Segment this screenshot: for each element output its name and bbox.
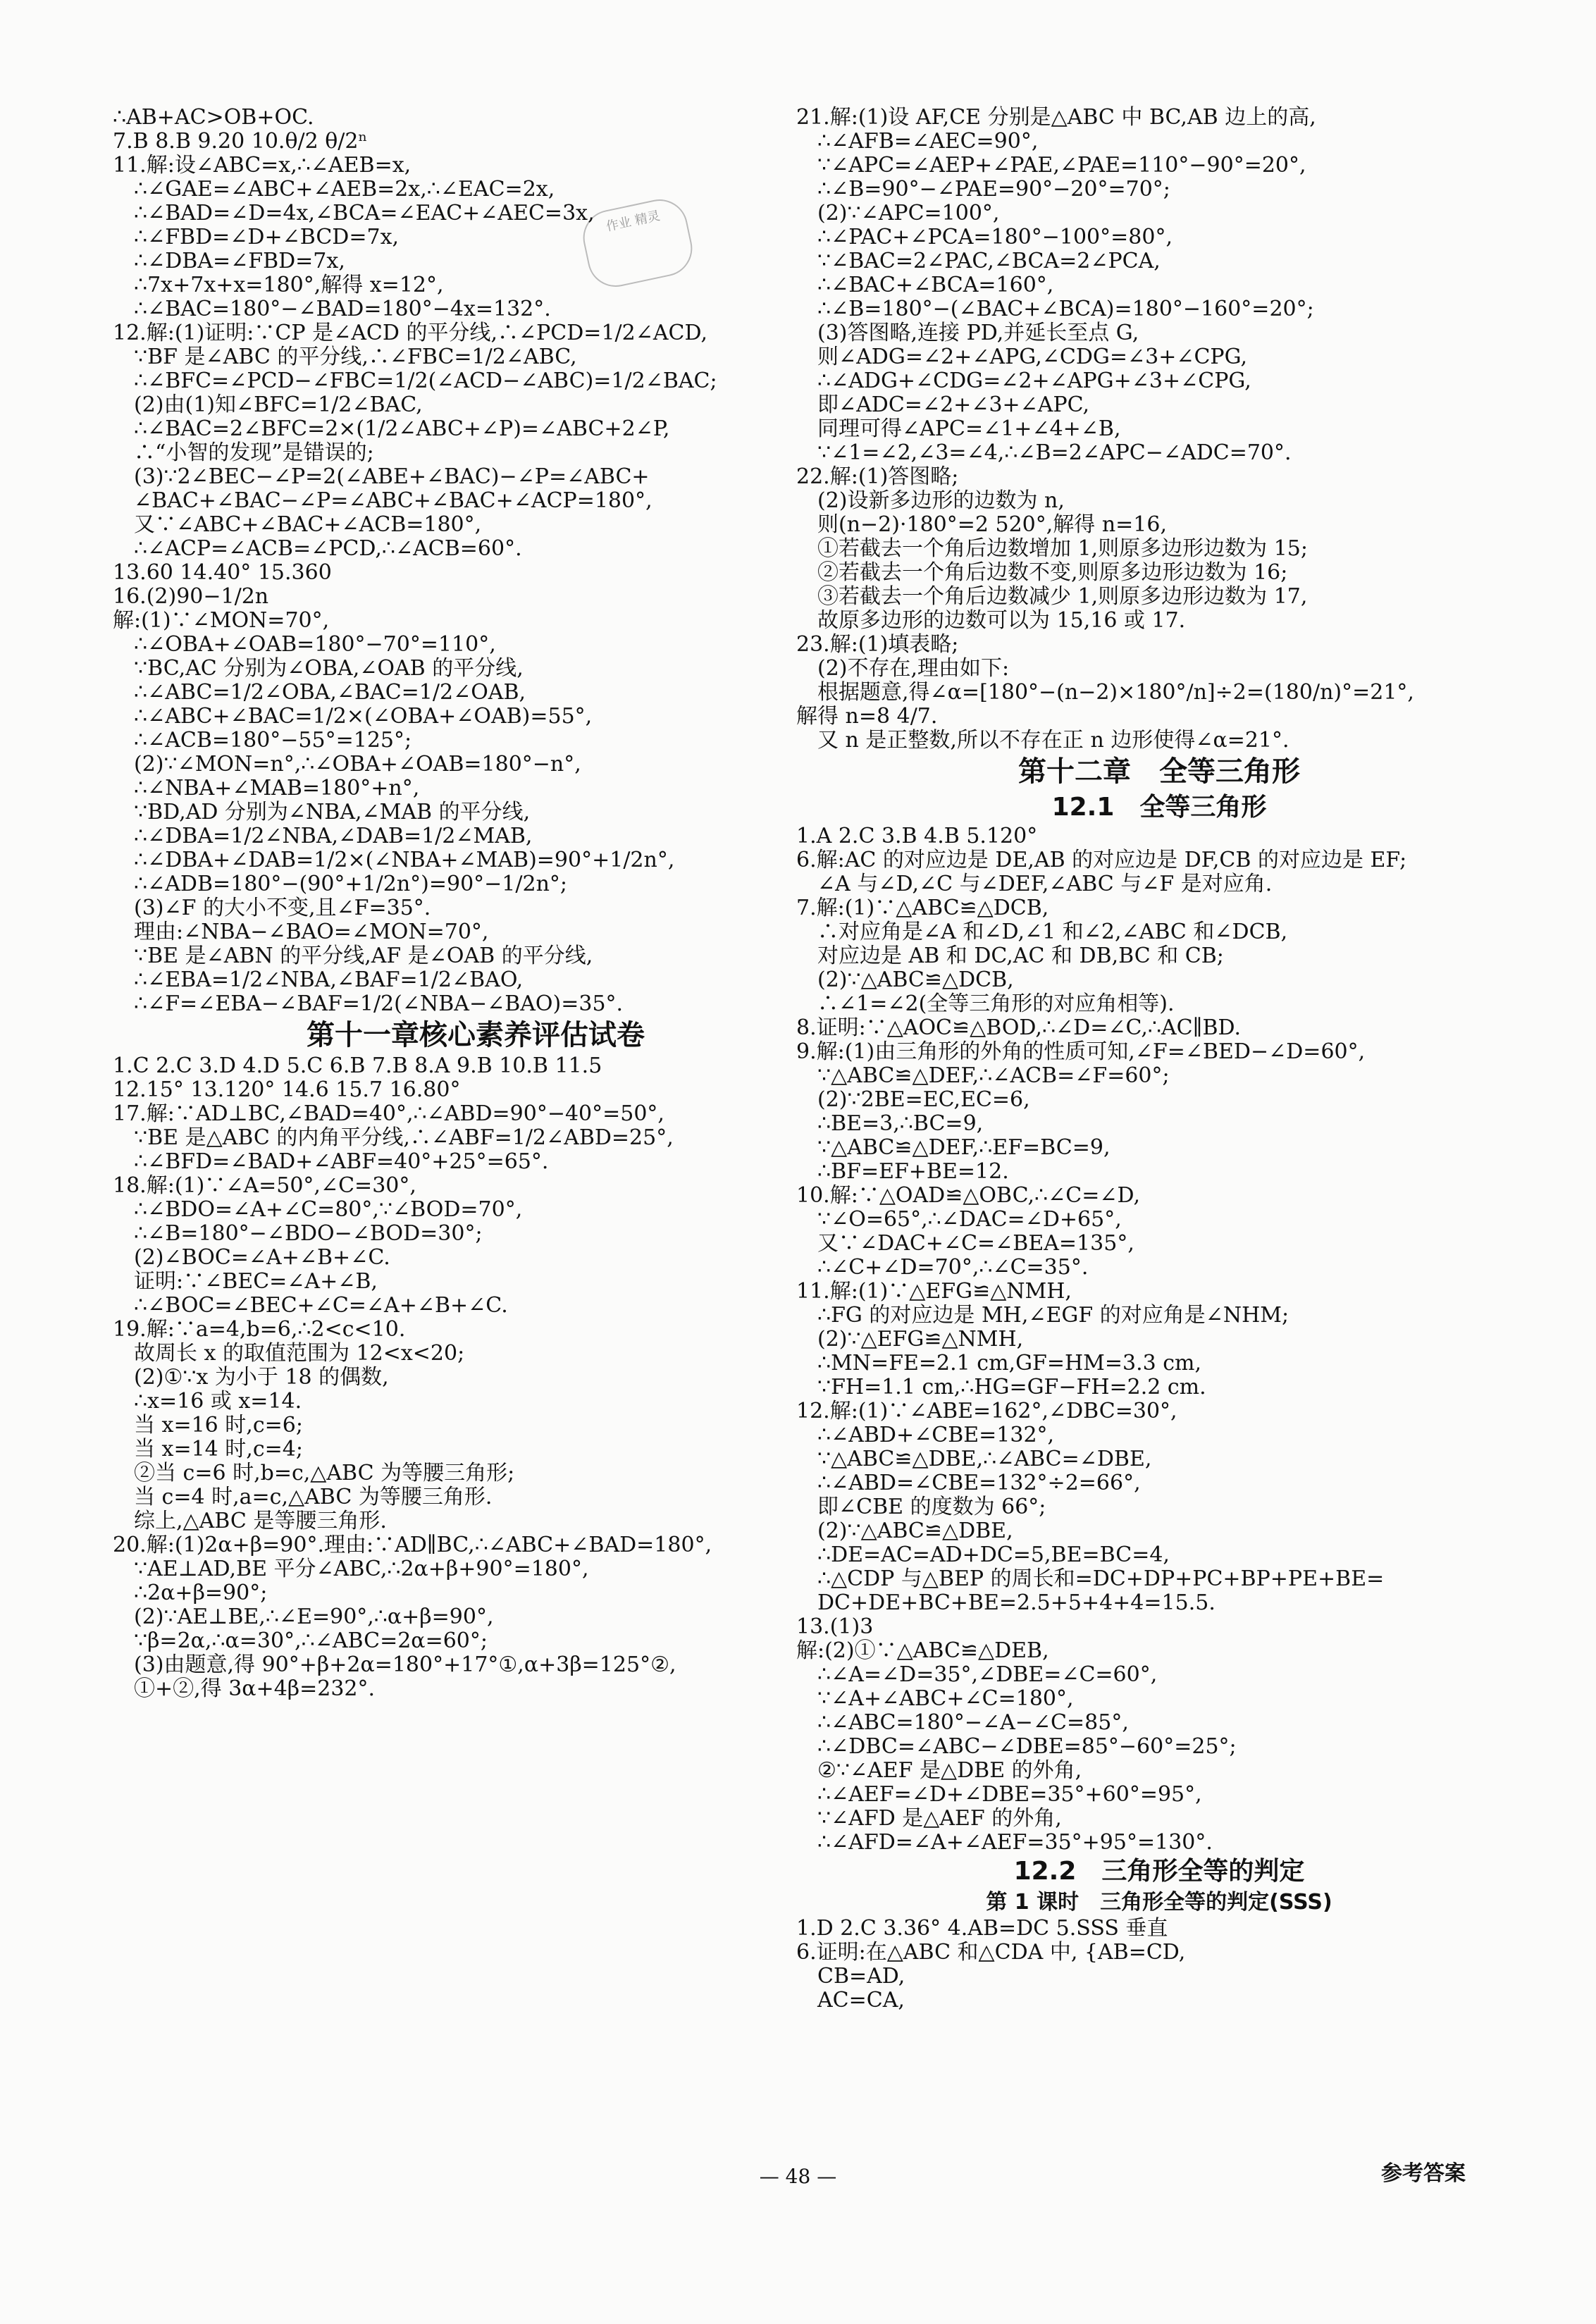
answer-line: (2)∵△ABC≌△DBE,: [817, 1519, 1013, 1543]
answer-line: ∴∠ABC=180°−∠A−∠C=85°,: [817, 1711, 1129, 1735]
answer-line: 22.解:(1)答图略;: [796, 465, 959, 489]
answer-line: ∵BC,AC 分别为∠OBA,∠OAB 的平分线,: [134, 657, 524, 681]
answer-line: ∴∠AFB=∠AEC=90°,: [817, 130, 1039, 154]
answer-line: 12.解:(1)∵∠ABE=162°,∠DBC=30°,: [796, 1399, 1177, 1423]
answer-line: 17.解:∵AD⊥BC,∠BAD=40°,∴∠ABD=90°−40°=50°,: [113, 1102, 664, 1126]
answer-line: ∴∠ABD+∠CBE=132°,: [817, 1423, 1055, 1447]
answer-line: (3)∠F 的大小不变,且∠F=35°.: [134, 896, 431, 920]
answer-line: ∴∠ABC=1/2∠OBA,∠BAC=1/2∠OAB,: [134, 681, 526, 705]
answer-line: ∴∠PAC+∠PCA=180°−100°=80°,: [817, 225, 1173, 249]
answer-line: 当 x=16 时,c=6;: [134, 1414, 303, 1438]
answer-line: ∴∠BAC=2∠BFC=2×(1/2∠ABC+∠P)=∠ABC+2∠P,: [134, 417, 670, 441]
answer-line: CB=AD,: [817, 1965, 905, 1989]
answer-line: ∴∠GAE=∠ABC+∠AEB=2x,∴∠EAC=2x,: [134, 178, 555, 202]
stamp-text: 作业 精灵: [605, 208, 662, 235]
answer-line: 即∠ADC=∠2+∠3+∠APC,: [817, 393, 1090, 417]
answer-line: ∠A 与∠D,∠C 与∠DEF,∠ABC 与∠F 是对应角.: [817, 872, 1273, 896]
answer-line: (2)由(1)知∠BFC=1/2∠BAC,: [134, 393, 423, 417]
page-number: — 48 —: [759, 2165, 837, 2188]
answer-line: 解:(2)①∵△ABC≌△DEB,: [796, 1639, 1049, 1663]
answer-line: ∴∠DBA=1/2∠NBA,∠DAB=1/2∠MAB,: [134, 824, 533, 848]
answer-line: 19.解:∵a=4,b=6,∴2<c<10.: [113, 1318, 406, 1342]
answer-line: 解得 n=8 4/7.: [796, 705, 938, 729]
answer-line: ∵FH=1.1 cm,∴HG=GF−FH=2.2 cm.: [817, 1376, 1206, 1399]
answer-line: ∵∠O=65°,∴∠DAC=∠D+65°,: [817, 1208, 1122, 1232]
answer-line: ∴FG 的对应边是 MH,∠EGF 的对应角是∠NHM;: [817, 1304, 1289, 1328]
answer-line: ∴“小智的发现”是错误的;: [134, 441, 374, 465]
answer-line: ∴对应角是∠A 和∠D,∠1 和∠2,∠ABC 和∠DCB,: [817, 920, 1288, 944]
answer-line: 证明:∵∠BEC=∠A+∠B,: [134, 1270, 378, 1294]
answer-line: 又∵∠ABC+∠BAC+∠ACB=180°,: [134, 513, 482, 537]
answer-line: 1.A 2.C 3.B 4.B 5.120°: [796, 824, 1038, 848]
answer-line: ∵BF 是∠ABC 的平分线,∴∠FBC=1/2∠ABC,: [134, 345, 577, 369]
answer-line: ∴∠AEF=∠D+∠DBE=35°+60°=95°,: [817, 1783, 1202, 1807]
answer-line: ∴∠DBC=∠ABC−∠DBE=85°−60°=25°;: [817, 1735, 1237, 1759]
answer-line: 又 n 是正整数,所以不存在正 n 边形使得∠α=21°.: [817, 729, 1289, 753]
answer-line: ∠BAC+∠BAC−∠P=∠ABC+∠BAC+∠ACP=180°,: [134, 489, 652, 513]
answer-line: ①+②,得 3α+4β=232°.: [134, 1677, 376, 1701]
answer-line: ∵∠1=∠2,∠3=∠4,∴∠B=2∠APC−∠ADC=70°.: [817, 441, 1292, 465]
answer-line: 18.解:(1)∵∠A=50°,∠C=30°,: [113, 1174, 416, 1198]
answer-line: ∴∠B=180°−(∠BAC+∠BCA)=180°−160°=20°;: [817, 297, 1314, 321]
answer-line: 1.D 2.C 3.36° 4.AB=DC 5.SSS 垂直: [796, 1917, 1168, 1941]
answer-line: ∴∠ADB=180°−(90°+1/2n°)=90°−1/2n°;: [134, 872, 567, 896]
answer-line: ∴∠BAD=∠D=4x,∠BCA=∠EAC+∠AEC=3x,: [134, 202, 595, 225]
answer-line: ②∵∠AEF 是△DBE 的外角,: [817, 1759, 1082, 1783]
answer-line: ∴∠ABC+∠BAC=1/2×(∠OBA+∠OAB)=55°,: [134, 705, 593, 729]
answer-line: ∴∠NBA+∠MAB=180°+n°,: [134, 777, 420, 801]
answer-line: ②当 c=6 时,b=c,△ABC 为等腰三角形;: [134, 1461, 515, 1485]
section-title-12-2: 12.2 三角形全等的判定: [1013, 1857, 1305, 1886]
answer-line: 则∠ADG=∠2+∠APG,∠CDG=∠3+∠CPG,: [817, 345, 1248, 369]
answer-line: 1.C 2.C 3.D 4.D 5.C 6.B 7.B 8.A 9.B 10.B 11.5: [113, 1054, 602, 1078]
answer-line: 对应边是 AB 和 DC,AC 和 DB,BC 和 CB;: [817, 944, 1224, 968]
answer-line: (2)∵△ABC≌△DCB,: [817, 968, 1014, 992]
answer-line: ∵BE 是∠ABN 的平分线,AF 是∠OAB 的平分线,: [134, 944, 593, 968]
section-title-12-1: 12.1 全等三角形: [1051, 793, 1267, 822]
answer-line: ∴∠B=180°−∠BDO−∠BOD=30°;: [134, 1222, 483, 1246]
left-column: [113, 106, 839, 2153]
answer-line: 13.(1)3: [796, 1615, 874, 1639]
footer-label: 参考答案: [1381, 2161, 1466, 2186]
answer-line: ∴2α+β=90°;: [134, 1581, 268, 1605]
answer-line: ③若截去一个角后边数减少 1,则原多边形边数为 17,: [817, 585, 1308, 609]
left-answer-lines: [113, 106, 839, 1016]
answer-line: ∴∠BOC=∠BEC+∠C=∠A+∠B+∠C.: [134, 1294, 508, 1318]
answer-line: ∴∠DBA+∠DAB=1/2×(∠NBA+∠MAB)=90°+1/2n°,: [134, 848, 675, 872]
answer-line: 当 c=4 时,a=c,△ABC 为等腰三角形.: [134, 1485, 493, 1509]
answer-line: ∴∠ADG+∠CDG=∠2+∠APG+∠3+∠CPG,: [817, 369, 1251, 393]
answer-line: (2)∵∠MON=n°,∴∠OBA+∠OAB=180°−n°,: [134, 753, 581, 777]
answer-line: 当 x=14 时,c=4;: [134, 1438, 303, 1461]
answer-line: (3)∵2∠BEC−∠P=2(∠ABE+∠BAC)−∠P=∠ABC+: [134, 465, 650, 489]
answer-line: ∵AE⊥AD,BE 平分∠ABC,∴2α+β+90°=180°,: [134, 1557, 589, 1581]
answer-line: ∴∠FBD=∠D+∠BCD=7x,: [134, 225, 400, 249]
answer-line: ∵△ABC≌△DBE,∴∠ABC=∠DBE,: [817, 1447, 1152, 1471]
answer-line: ∵△ABC≌△DEF,∴EF=BC=9,: [817, 1136, 1111, 1160]
answer-line: ∴∠BDO=∠A+∠C=80°,∵∠BOD=70°,: [134, 1198, 523, 1222]
answer-line: 10.解:∵△OAD≌△OBC,∴∠C=∠D,: [796, 1184, 1140, 1208]
chapter-title: 第十二章 全等三角形: [1018, 755, 1300, 788]
answer-line: ∴∠BFD=∠BAD+∠ABF=40°+25°=65°.: [134, 1150, 549, 1174]
answer-line: ∴∠AFD=∠A+∠AEF=35°+95°=130°.: [817, 1831, 1213, 1855]
answer-line: ∵∠APC=∠AEP+∠PAE,∠PAE=110°−90°=20°,: [817, 154, 1306, 178]
answer-line: ∴∠ACP=∠ACB=∠PCD,∴∠ACB=60°.: [134, 537, 522, 561]
answer-line: 同理可得∠APC=∠1+∠4+∠B,: [817, 417, 1121, 441]
answer-line: 7.解:(1)∵△ABC≌△DCB,: [796, 896, 1049, 920]
answer-line: ∴∠ACB=180°−55°=125°;: [134, 729, 412, 753]
right-answer-lines: [796, 106, 1522, 753]
answer-line: ∴∠F=∠EBA−∠BAF=1/2(∠NBA−∠BAO)=35°.: [134, 992, 624, 1016]
answer-line: (2)设新多边形的边数为 n,: [817, 489, 1065, 513]
lesson-title: 第 1 课时 三角形全等的判定(SSS): [986, 1890, 1332, 1915]
answer-line: 6.解:AC 的对应边是 DE,AB 的对应边是 DF,CB 的对应边是 EF;: [796, 848, 1407, 872]
answer-line: ∴∠BFC=∠PCD−∠FBC=1/2(∠ACD−∠ABC)=1/2∠BAC;: [134, 369, 717, 393]
answer-line: ∴∠BAC+∠BCA=160°,: [817, 273, 1054, 297]
right-answer-lines-3: [796, 1917, 1522, 2013]
answer-line: ∵BE 是△ABC 的内角平分线,∴∠ABF=1/2∠ABD=25°,: [134, 1126, 674, 1150]
answer-line: ∵△ABC≌△DEF,∴∠ACB=∠F=60°;: [817, 1064, 1170, 1088]
answer-line: 13.60 14.40° 15.360: [113, 561, 332, 585]
answer-line: 7.B 8.B 9.20 10.θ/2 θ/2ⁿ: [113, 130, 368, 154]
answer-line: 解:(1)∵∠MON=70°,: [113, 609, 330, 633]
answer-line: 故原多边形的边数可以为 15,16 或 17.: [817, 609, 1186, 633]
answer-line: ②若截去一个角后边数不变,则原多边形边数为 16;: [817, 561, 1288, 585]
answer-line: 即∠CBE 的度数为 66°;: [817, 1495, 1046, 1519]
answer-line: ∴BE=3,∴BC=9,: [817, 1112, 984, 1136]
answer-line: 23.解:(1)填表略;: [796, 633, 959, 657]
answer-line: 故周长 x 的取值范围为 12<x<20;: [134, 1342, 465, 1366]
answer-line: (2)∵∠APC=100°,: [817, 202, 1000, 225]
answer-line: ∵∠BAC=2∠PAC,∠BCA=2∠PCA,: [817, 249, 1161, 273]
answer-line: (2)∵2BE=EC,EC=6,: [817, 1088, 1030, 1112]
chapter-test-heading: 第十一章核心素养评估试卷: [307, 1019, 645, 1051]
answer-line: ∴∠1=∠2(全等三角形的对应角相等).: [817, 992, 1175, 1016]
right-column: [796, 106, 1522, 2153]
answer-line: ∵BD,AD 分别为∠NBA,∠MAB 的平分线,: [134, 801, 531, 824]
answer-line: DC+DE+BC+BE=2.5+5+4+4=15.5.: [817, 1591, 1215, 1615]
answer-line: ∴∠A=∠D=35°,∠DBE=∠C=60°,: [817, 1663, 1158, 1687]
answer-line: (2)不存在,理由如下:: [817, 657, 1010, 681]
answer-line: ∵β=2α,∴α=30°,∴∠ABC=2α=60°;: [134, 1629, 488, 1653]
answer-line: 12.15° 13.120° 14.6 15.7 16.80°: [113, 1078, 461, 1102]
answer-line: ∴∠EBA=1/2∠NBA,∠BAF=1/2∠BAO,: [134, 968, 524, 992]
answer-line: ∴7x+7x+x=180°,解得 x=12°,: [134, 273, 444, 297]
answer-line: ∴DE=AC=AD+DC=5,BE=BC=4,: [817, 1543, 1170, 1567]
answer-line: ∴BF=EF+BE=12.: [817, 1160, 1009, 1184]
answer-line: ∴x=16 或 x=14.: [134, 1390, 302, 1414]
answer-line: (2)∠BOC=∠A+∠B+∠C.: [134, 1246, 390, 1270]
answer-line: ∴△CDP 与△BEP 的周长和=DC+DP+PC+BP+PE+BE=: [817, 1567, 1385, 1591]
answer-line: ∵∠A+∠ABC+∠C=180°,: [817, 1687, 1074, 1711]
answer-line: ①若截去一个角后边数增加 1,则原多边形边数为 15;: [817, 537, 1308, 561]
answer-line: 根据题意,得∠α=[180°−(n−2)×180°/n]÷2=(180/n)°=21°,: [817, 681, 1414, 705]
answer-line: 6.证明:在△ABC 和△CDA 中, {AB=CD,: [796, 1941, 1186, 1965]
answer-line: ∵∠AFD 是△AEF 的外角,: [817, 1807, 1062, 1831]
answer-line: 20.解:(1)2α+β=90°.理由:∵AD∥BC,∴∠ABC+∠BAD=180°,: [113, 1533, 712, 1557]
right-answer-lines-2: [796, 824, 1522, 1855]
answer-line: 又∵∠DAC+∠C=∠BEA=135°,: [817, 1232, 1134, 1256]
answer-line: (2)①∵x 为小于 18 的偶数,: [134, 1366, 389, 1390]
answer-line: (2)∵△EFG≌△NMH,: [817, 1328, 1024, 1352]
answer-line: ∴MN=FE=2.1 cm,GF=HM=3.3 cm,: [817, 1352, 1202, 1376]
answer-line: 8.证明:∵△AOC≌△BOD,∴∠D=∠C,∴AC∥BD.: [796, 1016, 1242, 1040]
answer-line: AC=CA,: [817, 1989, 905, 2013]
answer-line: 综上,△ABC 是等腰三角形.: [134, 1509, 387, 1533]
left-answer-lines-2: [113, 1054, 839, 1701]
answer-line: 理由:∠NBA−∠BAO=∠MON=70°,: [134, 920, 489, 944]
answer-line: 则(n−2)·180°=2 520°,解得 n=16,: [817, 513, 1168, 537]
answer-line: 21.解:(1)设 AF,CE 分别是△ABC 中 BC,AB 边上的高,: [796, 106, 1316, 130]
answer-line: ∴∠OBA+∠OAB=180°−70°=110°,: [134, 633, 496, 657]
answer-line: 11.解:(1)∵△EFG≌△NMH,: [796, 1280, 1072, 1304]
answer-line: (3)由题意,得 90°+β+2α=180°+17°①,α+3β=125°②,: [134, 1653, 676, 1677]
answer-line: ∴AB+AC>OB+OC.: [113, 106, 314, 130]
answer-line: ∴∠C+∠D=70°,∴∠C=35°.: [817, 1256, 1089, 1280]
answer-line: 9.解:(1)由三角形的外角的性质可知,∠F=∠BED−∠D=60°,: [796, 1040, 1366, 1064]
answer-line: 12.解:(1)证明:∵CP 是∠ACD 的平分线,∴∠PCD=1/2∠ACD,: [113, 321, 707, 345]
answer-line: 16.(2)90−1/2n: [113, 585, 269, 609]
answer-line: ∴∠BAC=180°−∠BAD=180°−4x=132°.: [134, 297, 551, 321]
answer-line: ∴∠B=90°−∠PAE=90°−20°=70°;: [817, 178, 1170, 202]
answer-line: ∴∠DBA=∠FBD=7x,: [134, 249, 345, 273]
answer-line: ∴∠ABD=∠CBE=132°÷2=66°,: [817, 1471, 1141, 1495]
answer-line: (3)答图略,连接 PD,并延长至点 G,: [817, 321, 1139, 345]
answer-line: 11.解:设∠ABC=x,∴∠AEB=x,: [113, 154, 412, 178]
answer-line: (2)∵AE⊥BE,∴∠E=90°,∴α+β=90°,: [134, 1605, 494, 1629]
